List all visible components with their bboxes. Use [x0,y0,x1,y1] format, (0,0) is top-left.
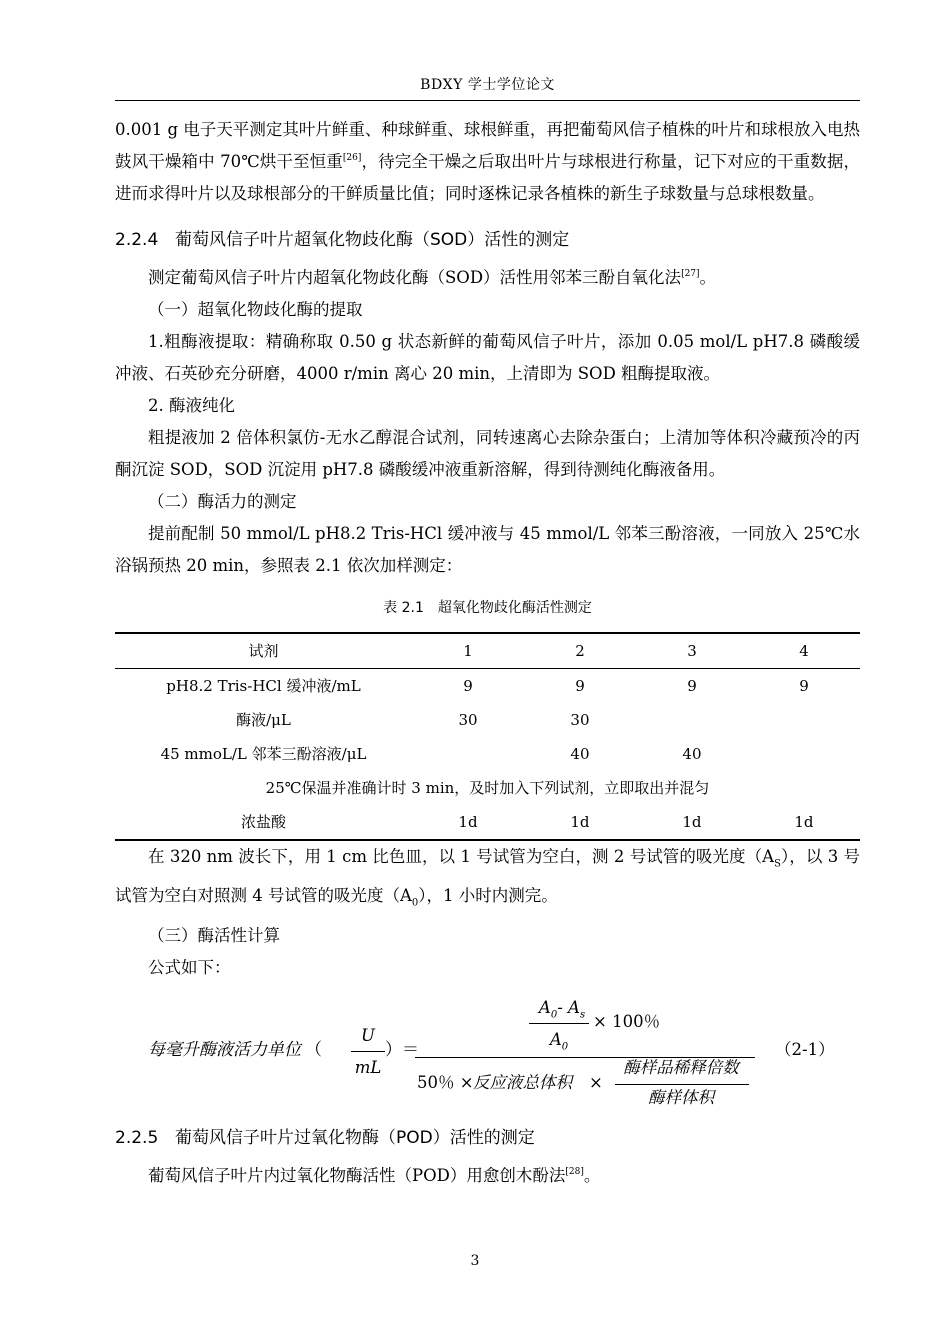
table-cell: 浓盐酸 [115,805,412,840]
table-cell: 40 [570,745,590,763]
table-cell: 1d [636,805,748,840]
citation: [28] [565,1166,584,1177]
formula-sample-volume: 酶样体积 [648,1087,714,1107]
table-row [115,703,860,737]
table-row [115,737,860,771]
table-note-row: 25℃保温并准确计时 3 min，及时加入下列试剂，立即取出并混匀 [265,779,710,797]
table-cell: 45 mmoL/L 邻苯三酚溶液/μL [160,745,367,763]
table-row [115,805,860,840]
table-cell: 1d [748,805,860,840]
formula-inner-den: $A_0$ [549,1029,569,1052]
table-header: 3 [636,633,748,669]
formula-dilution: 酶样品稀释倍数 [623,1057,739,1077]
subheading: （三）酶活性计算 [148,925,280,945]
section-heading-2-2-4: 2.2.4 葡萄风信子叶片超氧化物歧化酶（SOD）活性的测定 [115,230,570,250]
table-cell [748,737,860,771]
table-cell: 9 [799,677,809,695]
paragraph: 粗提液加 2 倍体积氯仿-无水乙醇混合试剂，同转速离心去除杂蛋白；上清加等体积冷藏预冷的丙酮沉淀 SOD，SOD 沉淀用 pH7.8 磷酸缓冲液重新溶解，得到待测纯化酶液备用。 [115,428,860,479]
page-number: 3 [470,1253,480,1269]
table-cell: 1d [524,805,636,840]
paragraph: 1.粗酶液提取：精确称取 0.50 g 状态新鲜的葡萄风信子叶片，添加 0.05 mol/L pH7.8 磷酸缓冲液、石英砂充分研磨，4000 r/min 离心 20 min，上清即为 SOD 粗酶提取液。 [115,332,860,383]
table-header: 4 [748,633,860,669]
table-cell: 酶液/μL [236,711,291,729]
paragraph: 公式如下： [148,957,231,977]
table-row [115,771,860,805]
formula-den-volume: 反应液总体积 [473,1072,572,1092]
table-cell: pH8.2 Tris-HCl 缓冲液/mL [166,677,361,695]
table-cell: 9 [687,677,697,695]
paragraph: 在 320 nm 波长下，用 1 cm 比色皿，以 1 号试管为空白，测 2 号试管的吸光度$(A_S)$，以 3 号试管为空白对照测 4 号试管的吸光度$(A_0)$，1 小时内测完。 [115,847,860,909]
section-heading-2-2-5: 2.2.5 葡萄风信子叶片过氧化物酶（POD）活性的测定 [115,1127,535,1148]
paragraph: 0.001 g 电子天平测定其叶片鲜重、种球鲜重、球根鲜重，再把葡萄风信子植株的叶片和球根放入电热鼓风干燥箱中 70℃烘干至恒重[26]，待完全干燥之后取出叶片与球根进行称量，记下对应的干重数据，进而求得叶片以及球根部分的干鲜质量比值；同时逐株记录各植株的新生子球数量与总球根数量。 [115,120,860,203]
table-cell [748,703,860,737]
formula-unit-num: U [361,1025,375,1045]
table-cell [636,703,748,737]
citation: [27] [681,269,700,279]
table-cell [412,737,524,771]
citation: [26] [342,153,362,163]
running-header: BDXY 学士学位论文 [420,77,555,93]
formula-2-1: 每毫升酶液活力单位 （ U mL ）＝ $A_0-$ $A_s$ $A_0$ × 100％ 50％ × 反应液总体积 × 酶样品稀释倍数 酶样体积 （2-1） [115,988,860,1108]
formula-label: （2-1） [775,1039,835,1059]
reagent-table [115,632,860,841]
formula-percent: × 100％ [593,1011,661,1031]
table-header: 2 [524,633,636,669]
table-header: 1 [412,633,524,669]
paragraph: 葡萄风信子叶片内过氧化物酶活性（POD）用愈创木酚法[28]。 [148,1165,601,1185]
formula-unit-den: mL [354,1057,382,1077]
formula-den-prefix: 50％ × [417,1072,474,1092]
table-header: 试剂 [115,633,412,669]
table-cell: 9 [575,677,585,695]
table-caption: 表 2.1 超氧化物歧化酶活性测定 [383,600,592,616]
formula-lhs: 每毫升酶液活力单位 [148,1039,301,1060]
paragraph: 提前配制 50 mmol/L pH8.2 Tris-HCl 缓冲液与 45 mmol/L 邻苯三酚溶液，一同放入 25℃水浴锅预热 20 min，参照表 2.1 依次加样测定： [115,524,860,575]
table-cell: 9 [463,677,473,695]
formula-inner-num: $A_0-$ $A_s$ [538,997,586,1020]
table-cell: 30 [570,711,590,729]
table-row [115,669,860,704]
subheading: （一）超氧化物歧化酶的提取 [148,300,363,319]
page-body [115,114,860,1192]
subheading: （二）酶活力的测定 [148,492,297,511]
subheading: 2. 酶液纯化 [148,396,235,415]
header-rule [115,100,860,101]
table-cell: 30 [458,711,478,729]
table-cell: 1d [412,805,524,840]
paragraph: 测定葡萄风信子叶片内超氧化物歧化酶（SOD）活性用邻苯三酚自氧化法[27]。 [148,268,717,287]
table-cell: 40 [682,745,702,763]
